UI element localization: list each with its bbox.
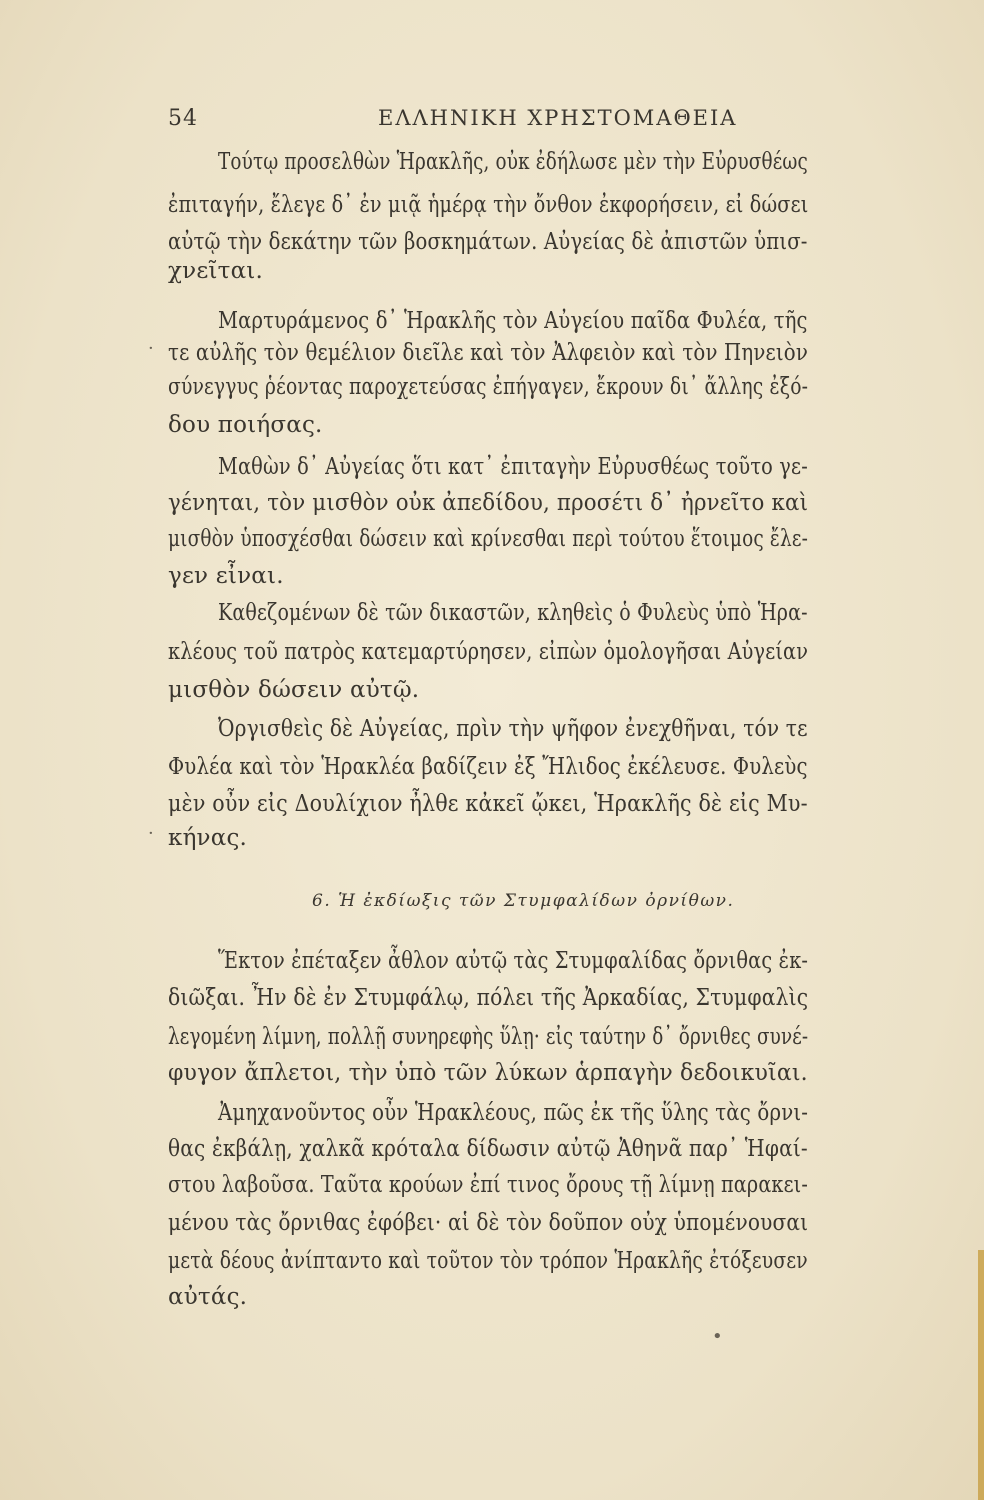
text-line: στου λαβοῦσα. Ταῦτα κρούων ἐπί τινος ὄρους τῇ λίμνῃ παρακει- <box>168 1172 809 1198</box>
text-line: λεγομένη λίμνη, πολλῇ συνηρεφὴς ὕλῃ· εἰς ταύτην δ᾽ ὄρνιθες συνέ- <box>168 1024 809 1050</box>
text-line: τε αὐλῆς τὸν θεμέλιον διεῖλε καὶ τὸν Ἀλφειὸν καὶ τὸν Πηνειὸν <box>168 340 808 366</box>
text-line: μισθὸν δώσειν αὐτῷ. <box>168 677 420 703</box>
text-line: Ἀμηχανοῦντος οὖν Ἡρακλέους, πῶς ἐκ τῆς ὕλης τὰς ὄρνι- <box>218 1100 809 1126</box>
text-line: Φυλέα καὶ τὸν Ἡρακλέα βαδίζειν ἐξ Ἤλιδος ἐκέλευσε. Φυλεὺς <box>168 754 808 780</box>
text-line: μετὰ δέους ἀνίπταντο καὶ τοῦτον τὸν τρόπον Ἡρακλῆς ἐτόξευσεν <box>168 1248 808 1274</box>
text-line: μὲν οὖν εἰς Δουλίχιον ἦλθε κἀκεῖ ᾤκει, Ἡρακλῆς δὲ εἰς Μυ- <box>168 791 808 817</box>
ink-speck: • <box>712 1326 723 1347</box>
text-line: Ἕκτον ἐπέταξεν ἆθλον αὐτῷ τὰς Στυμφαλίδας ὄρνιθας ἐκ- <box>218 948 809 974</box>
text-line: γεν εἶναι. <box>168 563 284 589</box>
text-line: ἐπιταγήν, ἔλεγε δ᾽ ἐν μιᾷ ἡμέρᾳ τὴν ὄνθον ἐκφορήσειν, εἰ δώσει <box>168 192 809 218</box>
text-line: μισθὸν ὑποσχέσθαι δώσειν καὶ κρίνεσθαι περὶ τούτου ἕτοιμος ἔλε- <box>168 526 808 552</box>
page-number: 54 <box>168 106 198 131</box>
section-heading: 6. Ἡ ἐκδίωξις τῶν Στυμφαλίδων ὀρνίθων. <box>312 891 735 911</box>
text-line: χνεῖται. <box>168 258 264 284</box>
text-line: Μαρτυράμενος δ᾽ Ἡρακλῆς τὸν Αὐγείου παῖδα Φυλέα, τῆς <box>218 308 808 334</box>
margin-dot: · <box>148 338 154 359</box>
text-line: κήνας. <box>168 825 248 851</box>
text-line: κλέους τοῦ πατρὸς κατεμαρτύρησεν, εἰπὼν ὁμολογῆσαι Αὐγείαν <box>168 639 809 665</box>
page-header <box>168 106 808 136</box>
margin-dot: · <box>148 823 154 844</box>
text-line: Μαθὼν δ᾽ Αὐγείας ὅτι κατ᾽ ἐπιταγὴν Εὐρυσθέως τοῦτο γε- <box>218 454 808 480</box>
text-line: αὐτάς. <box>168 1284 248 1310</box>
text-line: σύνεγγυς ῥέοντας παροχετεύσας ἐπήγαγεν, ἔκρουν δι᾽ ἄλλης ἐξό- <box>168 374 809 400</box>
text-line: θας ἐκβάλῃ, χαλκᾶ κρόταλα δίδωσιν αὐτῷ Ἀθηνᾶ παρ᾽ Ἡφαί- <box>168 1136 808 1162</box>
text-line: γένηται, τὸν μισθὸν οὐκ ἀπεδίδου, προσέτι δ᾽ ἠρνεῖτο καὶ <box>168 490 809 516</box>
running-title: ΕΛΛΗΝΙΚΗ ΧΡΗΣΤΟΜΑΘΕΙΑ <box>378 106 738 130</box>
text-line: δου ποιήσας. <box>168 412 323 438</box>
text-line: μένου τὰς ὄρνιθας ἐφόβει· αἱ δὲ τὸν δοῦπον οὐχ ὑπομένουσαι <box>168 1210 809 1236</box>
text-line: διῶξαι. Ἦν δὲ ἐν Στυμφάλῳ, πόλει τῆς Ἀρκαδίας, Στυμφαλὶς <box>168 985 809 1011</box>
text-line: Τούτῳ προσελθὼν Ἡρακλῆς, οὐκ ἐδήλωσε μὲν τὴν Εὐρυσθέως <box>218 149 808 175</box>
text-line: Καθεζομένων δὲ τῶν δικαστῶν, κληθεὶς ὁ Φυλεὺς ὑπὸ Ἡρα- <box>218 600 808 626</box>
text-line: φυγον ἄπλετοι, τὴν ὑπὸ τῶν λύκων ἁρπαγὴν δεδοικυῖαι. <box>168 1060 808 1086</box>
page-edge-strip <box>978 1250 984 1500</box>
text-line: αὐτῷ τὴν δεκάτην τῶν βοσκημάτων. Αὐγείας δὲ ἀπιστῶν ὑπισ- <box>168 229 808 255</box>
text-line: Ὀργισθεὶς δὲ Αὐγείας, πρὶν τὴν ψῆφον ἐνεχθῆναι, τόν τε <box>218 716 808 742</box>
